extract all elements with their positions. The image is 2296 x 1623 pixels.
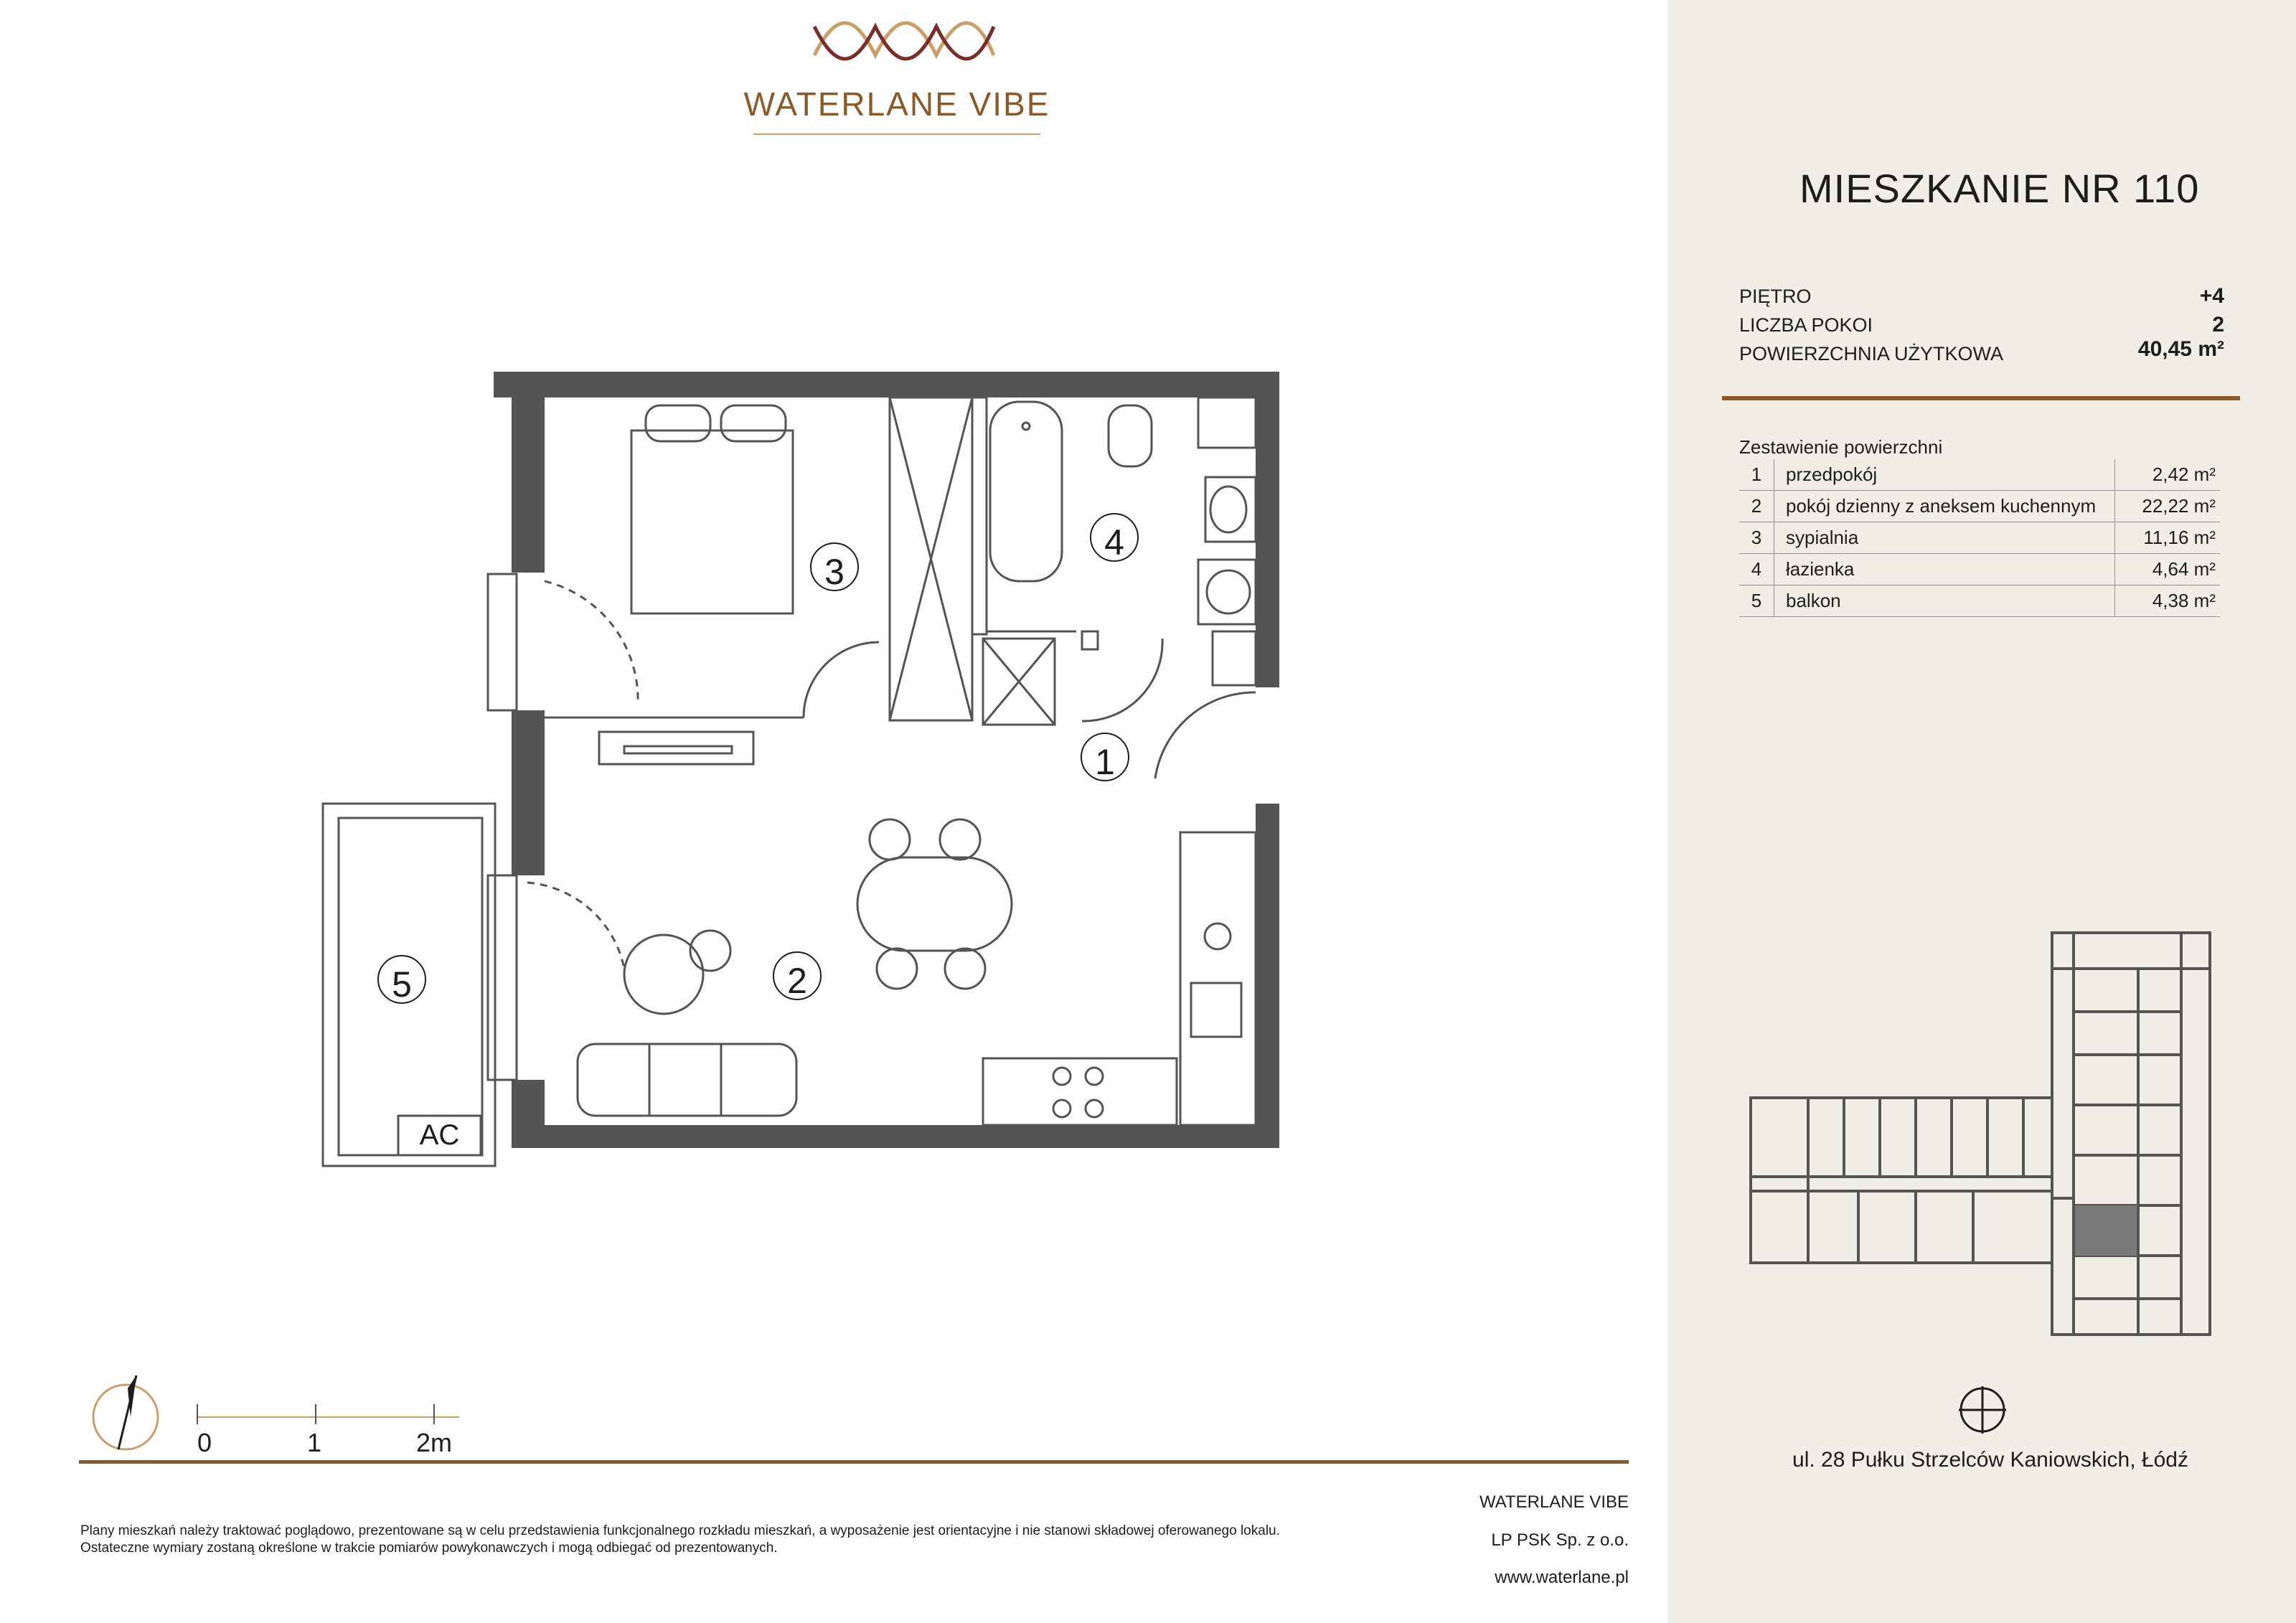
- scale-tick-1: 1: [307, 1428, 322, 1457]
- disclaimer-line-2: Ostateczne wymiary zostaną określone w trakcie pomiarów powykonawczych i mogą odbiegać od prezentowanych.: [80, 1540, 778, 1556]
- disclaimer-line-1: Plany mieszkań należy traktować poglądowo, prezentowane są w celu przedstawienia funkcjonalnego rozkładu mieszkań, a wyposażenie jest orientacyjne i nie stanowi składowej oferowanego lokalu.: [80, 1523, 1280, 1538]
- table-cell-room: sypialnia: [1774, 522, 2115, 554]
- table-row: [1739, 522, 2220, 554]
- wall-right-top: [1256, 372, 1279, 687]
- compass-icon: [1957, 1385, 2008, 1435]
- disclaimer: [80, 1523, 1465, 1557]
- wall-left-bottom: [512, 1080, 545, 1148]
- dining-table: [857, 857, 1012, 951]
- footer-divider: [79, 1460, 1629, 1464]
- scale-tick-0: 0: [197, 1428, 212, 1457]
- pillow-2: [721, 405, 786, 441]
- info-value-area: 40,45 m²: [2137, 337, 2224, 361]
- table-cell-num: 2: [1739, 491, 1774, 522]
- table-row: [1739, 585, 2220, 617]
- table-cell-room: balkon: [1774, 585, 2115, 617]
- window-left-1: [488, 574, 517, 710]
- tv: [624, 746, 732, 753]
- room-label-5: 5: [392, 964, 412, 1005]
- address: ul. 28 Pułku Strzelców Kaniowskich, Łódź: [1792, 1448, 2188, 1472]
- table-cell-area: 4,38 m²: [2115, 585, 2221, 617]
- areas-table: [1739, 459, 2220, 617]
- table-row: [1739, 491, 2220, 522]
- room-entry-wall: [1082, 631, 1098, 649]
- table-cell-area: 4,64 m²: [2115, 554, 2221, 585]
- wall-left-top: [512, 372, 545, 573]
- sofa: [578, 1044, 796, 1116]
- north-arrow-icon: [86, 1374, 165, 1453]
- table-cell-room: pokój dzienny z aneksem kuchennym: [1774, 491, 2115, 522]
- ac-label: AC: [419, 1119, 460, 1151]
- table-cell-room: łazienka: [1774, 554, 2115, 585]
- table-cell-area: 22,22 m²: [2115, 491, 2221, 522]
- bathroom-wall: [972, 397, 987, 634]
- brand-name: WATERLANE VIBE: [743, 85, 1050, 123]
- scale-tick-2m: 2m: [416, 1428, 453, 1457]
- info-label-floor: PIĘTRO: [1739, 286, 1812, 307]
- wall-top: [494, 372, 1279, 397]
- wall-left-mid: [512, 710, 545, 875]
- apartment-title: MIESZKANIE NR 110: [1799, 166, 2200, 211]
- info-divider: [1722, 396, 2240, 400]
- shaft-2: [1213, 631, 1256, 685]
- table-cell-room: przedpokój: [1774, 459, 2115, 491]
- bed: [631, 431, 793, 613]
- shaft-1: [1198, 397, 1256, 448]
- room-label-3: 3: [824, 552, 844, 592]
- building-key-plan: [1736, 926, 2224, 1342]
- table-row: [1739, 554, 2220, 585]
- areas-heading: Zestawienie powierzchni: [1739, 436, 1943, 458]
- info-value-floor: +4: [2199, 284, 2224, 308]
- table-cell-area: 2,42 m²: [2115, 459, 2221, 491]
- room-label-1: 1: [1095, 742, 1115, 782]
- apartment-highlight: [2075, 1205, 2137, 1256]
- footer-company-2: LP PSK Sp. z o.o.: [1491, 1530, 1629, 1550]
- table-cell-num: 3: [1739, 522, 1774, 554]
- window-left-2: [488, 875, 517, 1080]
- table-cell-num: 5: [1739, 585, 1774, 617]
- table-cell-num: 4: [1739, 554, 1774, 585]
- toilet: [1109, 405, 1152, 466]
- wall-right-bottom: [1256, 804, 1279, 1148]
- room-label-2: 2: [787, 961, 807, 1001]
- tv-stand: [599, 732, 753, 764]
- wall-bottom: [531, 1125, 1279, 1148]
- kitchen-counter: [983, 1058, 1177, 1125]
- table-cell-num: 1: [1739, 459, 1774, 491]
- info-label-rooms: LICZBA POKOI: [1739, 314, 1873, 336]
- kitchen-column: [1180, 832, 1256, 1125]
- room-label-4: 4: [1104, 522, 1124, 563]
- info-label-area: POWIERZCHNIA UŻYTKOWA: [1739, 343, 2004, 364]
- pillow-1: [646, 405, 710, 441]
- footer-company-1: WATERLANE VIBE: [1479, 1492, 1629, 1512]
- scale-bar: [194, 1403, 466, 1424]
- table-row: [1739, 459, 2220, 491]
- footer-website[interactable]: www.waterlane.pl: [1495, 1568, 1629, 1587]
- table-cell-area: 11,16 m²: [2115, 522, 2221, 554]
- info-value-rooms: 2: [2212, 313, 2224, 337]
